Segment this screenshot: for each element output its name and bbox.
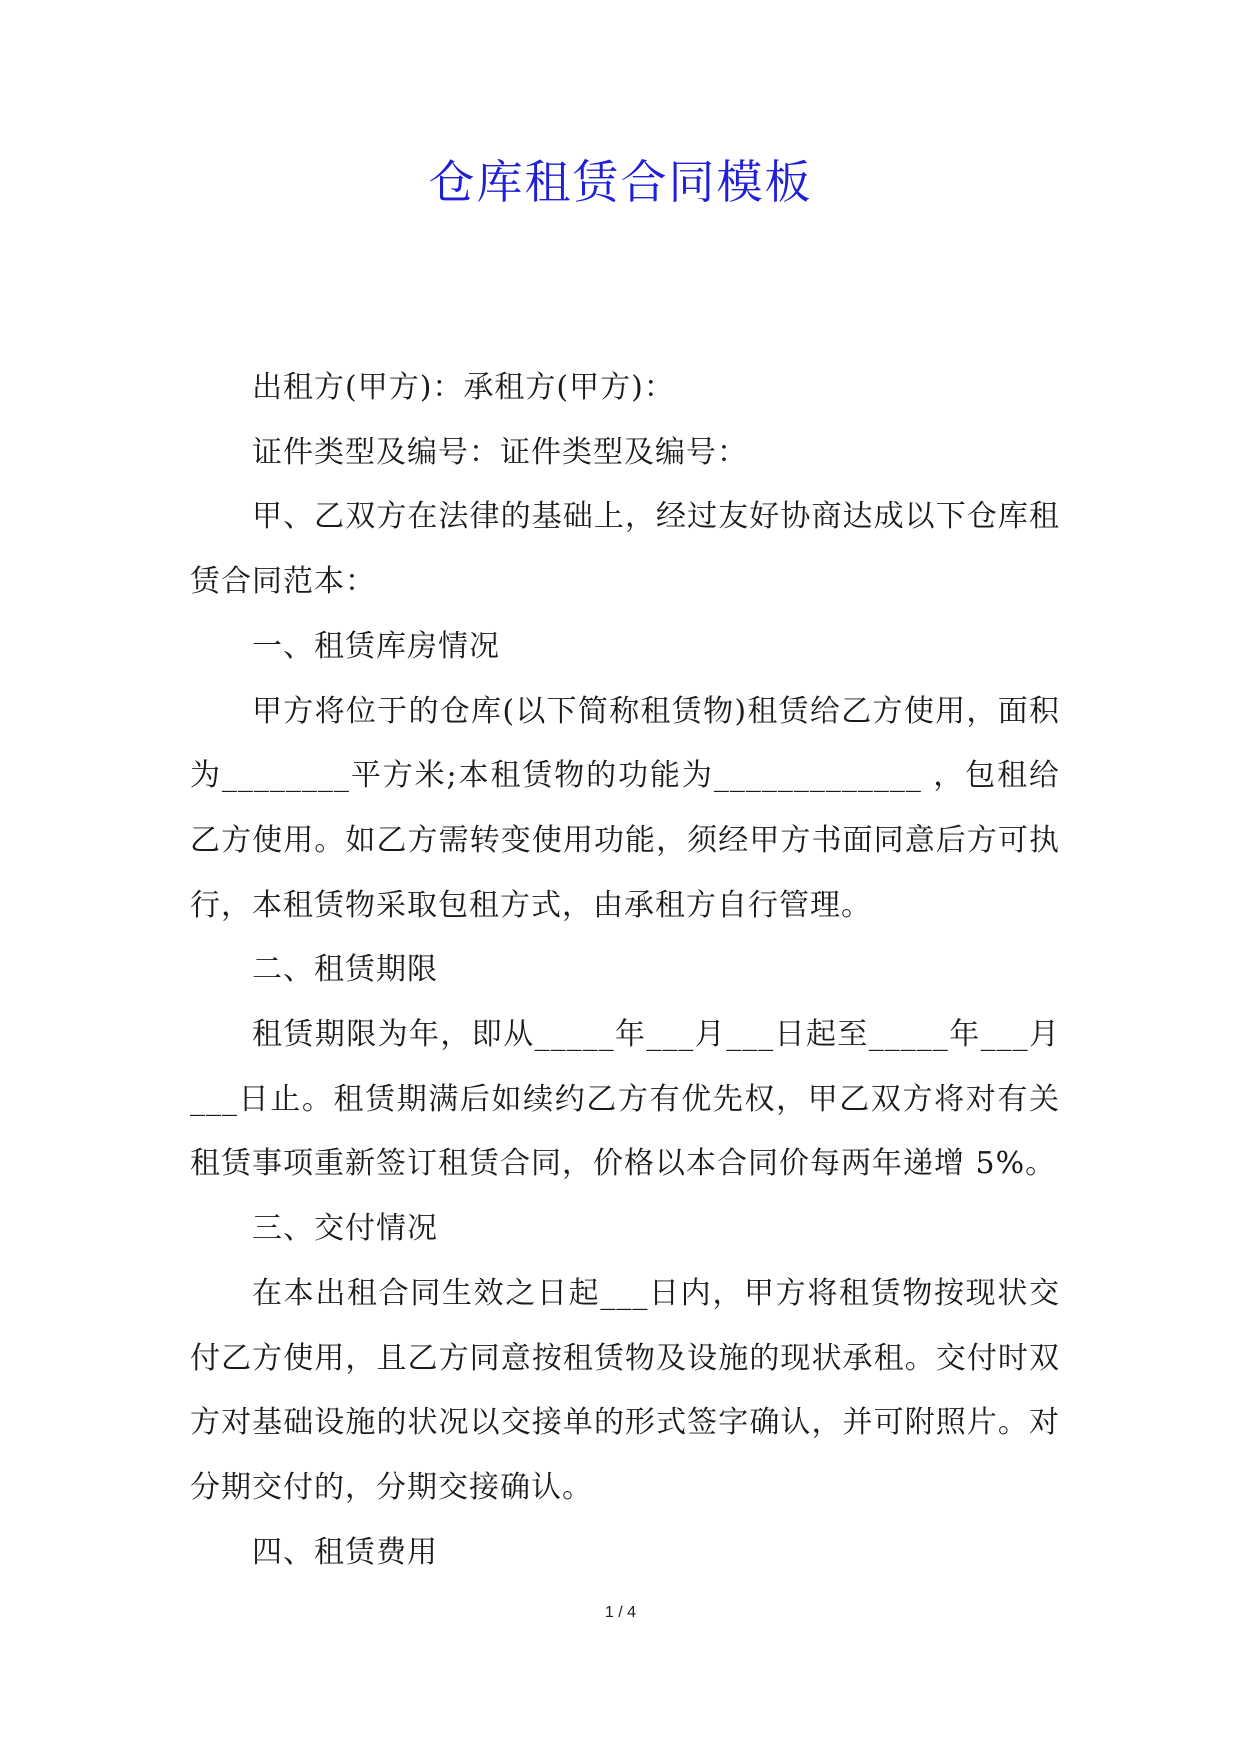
paragraph-lessor-lessee: 出租方(甲方)：承租方(甲方)： [252, 370, 675, 405]
paragraph-preamble: 甲、乙双方在法律的基础上，经过友好协商达成以下仓库租赁合同范本： [190, 499, 1060, 600]
section-heading-4: 四、租赁费用 [252, 1534, 438, 1570]
section-heading-2: 二、租赁期限 [252, 952, 438, 988]
document-body [190, 356, 1060, 1585]
section-heading-3: 三、交付情况 [252, 1211, 438, 1247]
paragraph-delivery: 在本出租合同生效之日起___日内，甲方将租赁物按现状交付乙方使用，且乙方同意按租赁物及设施的现状承租。交付时双方对基础设施的状况以交接单的形式签字确认，并可附照片。对分期交付的，分期交接确认。 [190, 1275, 1060, 1505]
page-indicator: 1 / 4 [604, 1604, 637, 1621]
document-title: 仓库租赁合同模板 [428, 155, 813, 209]
paragraph-id-info: 证件类型及编号：证件类型及编号： [252, 434, 748, 470]
paragraph-lease-term: 租赁期限为年，即从_____年___月___日起至_____年___月___日止。租赁期满后如续约乙方有优先权，甲乙双方将对有关租赁事项重新签订租赁合同，价格以本合同价每两年递增 5%。 [190, 1017, 1060, 1182]
section-heading-1: 一、租赁库房情况 [252, 628, 500, 664]
paragraph-warehouse-info: 甲方将位于的仓库(以下简称租赁物)租赁给乙方使用，面积为________平方米;本租赁物的功能为_____________ ，包租给乙方使用。如乙方需转变使用功能，须经甲方书面同意后方可执行，本租赁物采取包租方式，由承租方自行管理。 [190, 693, 1060, 923]
